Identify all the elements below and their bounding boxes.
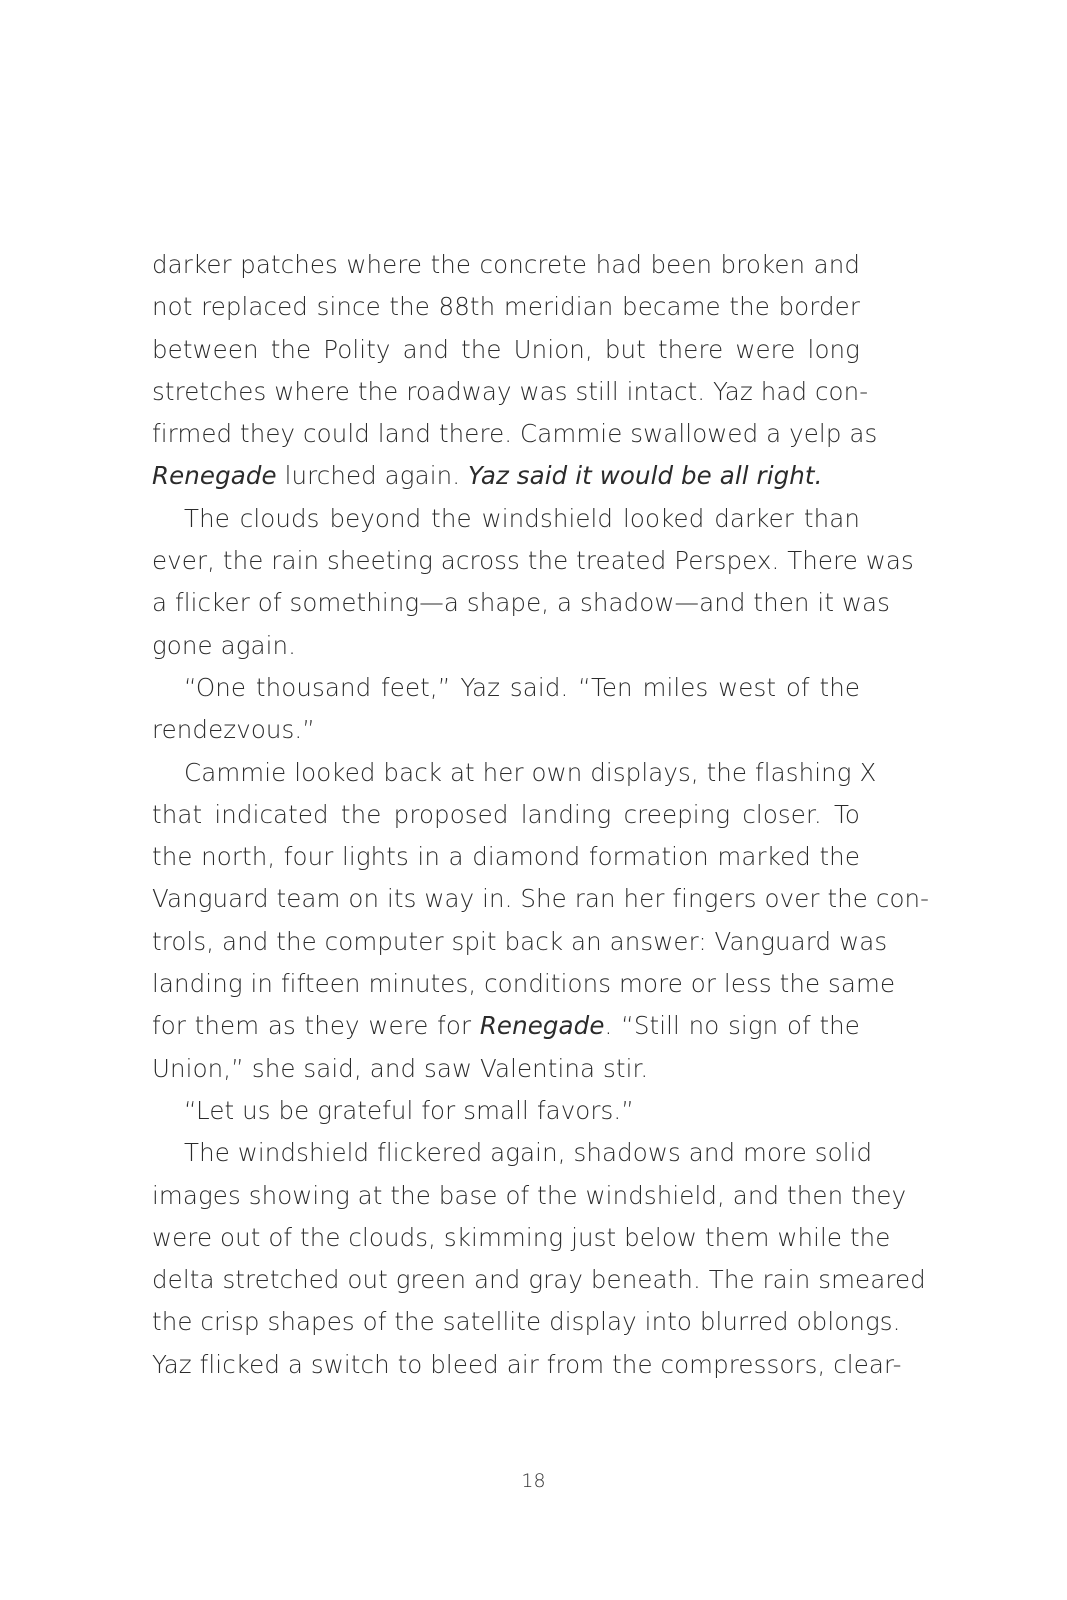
text-run: the north, four lights in a diamond formation marked the [152, 842, 860, 872]
text-run: “Let us be grateful for small favors.” [184, 1095, 635, 1125]
text-line [152, 667, 860, 709]
text-line [152, 1175, 907, 1217]
text-line [152, 1048, 860, 1090]
text-run: images showing at the base of the windshield, and then they [152, 1180, 907, 1210]
text-run: Cammie looked back at her own displays, the flashing X [184, 757, 877, 787]
text-line [152, 1344, 902, 1386]
text-run: delta stretched out green and gray beneath. The rain smeared [152, 1265, 926, 1295]
text-run: firmed they could land there. Cammie swallowed a yelp as [152, 419, 878, 449]
text-run: . “Still no sign of the [604, 1011, 860, 1041]
italic-text: Yaz said it would be all right. [468, 461, 823, 491]
body-text [152, 244, 930, 1386]
text-run: rendezvous.” [152, 715, 316, 745]
text-line [152, 921, 888, 963]
text-run: Vanguard team on its way in. She ran her fingers over the con- [152, 884, 930, 914]
text-run: darker patches where the concrete had been broken and [152, 250, 860, 279]
text-run: between the Polity and the Union, but there were long [152, 334, 860, 364]
italic-text: Renegade [152, 461, 277, 491]
text-line [152, 329, 860, 371]
text-line [152, 1259, 926, 1301]
text-line [152, 794, 860, 836]
text-line [152, 625, 860, 667]
text-line [152, 582, 891, 624]
text-line [152, 1005, 860, 1047]
text-run: Yaz flicked a switch to bleed air from the compressors, clear- [152, 1349, 902, 1379]
text-run: gone again. [152, 630, 297, 660]
text-line [152, 878, 930, 920]
text-line [152, 540, 914, 582]
text-run: stretches where the roadway was still intact. Yaz had con- [152, 376, 869, 406]
text-line [152, 1132, 873, 1174]
text-line [152, 709, 860, 751]
text-line [152, 371, 869, 413]
text-run: not replaced since the 88th meridian became the border [152, 292, 860, 322]
text-run: trols, and the computer spit back an answer: Vanguard was [152, 926, 888, 956]
text-line [152, 498, 860, 540]
text-line [152, 752, 877, 794]
text-run: that indicated the proposed landing creeping closer. To [152, 799, 860, 829]
text-run: for them as they were for [152, 1011, 480, 1041]
italic-text: Renegade [479, 1011, 605, 1041]
text-line [152, 286, 860, 328]
text-run: ever, the rain sheeting across the treated Perspex. There was [152, 546, 914, 576]
text-line [152, 1217, 891, 1259]
text-line [152, 413, 878, 455]
text-line [152, 963, 896, 1005]
text-run: “One thousand feet,” Yaz said. “Ten miles west of the [184, 672, 860, 702]
page-number: 18 [521, 1470, 546, 1492]
text-run: lurched again. [276, 461, 469, 491]
text-run: a flicker of something—a shape, a shadow—and then it was [152, 588, 891, 618]
text-run: Union,” she said, and saw Valentina stir. [152, 1053, 649, 1083]
text-line [152, 1090, 860, 1132]
text-run: were out of the clouds, skimming just below them while the [152, 1222, 891, 1252]
text-line [152, 244, 860, 286]
text-line [152, 1301, 901, 1343]
text-run: The windshield flickered again, shadows and more solid [184, 1138, 873, 1168]
text-run: landing in fifteen minutes, conditions more or less the same [152, 969, 896, 999]
text-line [152, 455, 860, 497]
text-run: the crisp shapes of the satellite display into blurred oblongs. [152, 1307, 901, 1337]
text-line [152, 836, 860, 878]
text-run: The clouds beyond the windshield looked darker than [184, 503, 860, 533]
